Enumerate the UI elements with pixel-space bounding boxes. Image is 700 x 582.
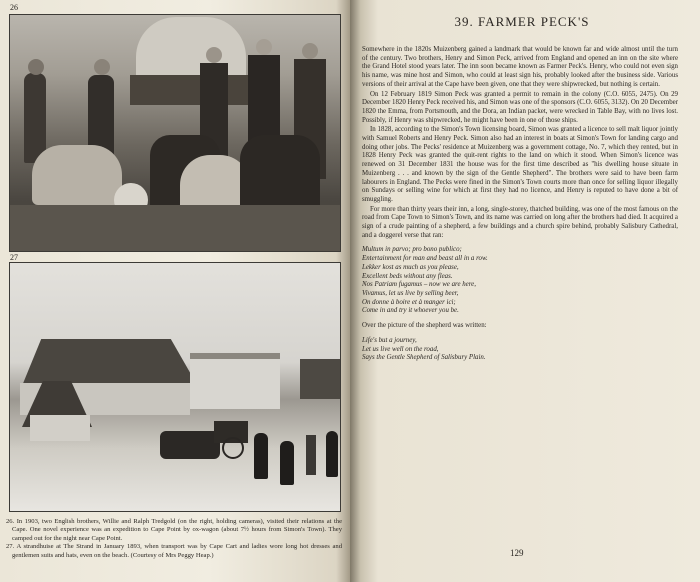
figure-lady-1 [254, 433, 268, 479]
figure-number-27: 27 [10, 253, 18, 262]
caption-27: 27. A strandhuise at The Strand in January 1893, when transport was by Cape Cart and ladies wore long hot dresses and gentlemen suits and hats, even on the beach. (Courtesy of Mrs Peggy Heap.) [6, 543, 342, 559]
paragraph-4: For more than thirty years their inn, a long, single-storey, thatched building, was one of the most famous on the road from Cape Town to Simon's Town, and its name was carried on long after the brothers had died. It acquired a sign of a crude painting of a shepherd, a few buildings and a church spire behind, probably Salisbury Cathedral, and a doggerel verse that ran: [362, 205, 678, 239]
building-middle [190, 353, 280, 409]
wagon-body [130, 75, 250, 105]
seated-figure-white-dress [32, 145, 122, 205]
building-right [300, 359, 340, 399]
caption-26: 26. In 1903, two English brothers, Willie and Ralph Tredgold (on the right, holding cameras), visited their relations at the Cape. One novel experience was an expedition to Cape Point by ox-wagon (about 7½ hours from Simon's Town). They camped out for the night near Cape Point. [6, 518, 342, 542]
horses [160, 431, 220, 459]
photo-strandhuise [9, 262, 341, 512]
verse-line: Nos Patriam fugamus – now we are here, [362, 281, 476, 289]
figure-captions [6, 518, 342, 560]
figure-head-5 [302, 43, 318, 59]
verse-line: Let us live well on the road, [362, 345, 439, 353]
figure-head-3 [206, 47, 222, 63]
cart-wheel [222, 437, 244, 459]
ground [10, 205, 340, 251]
figure-gentleman [306, 435, 316, 475]
verse-line: Excellent beds without any fleas. [362, 272, 453, 280]
figure-head-1 [28, 59, 44, 75]
verse-line: Entertainment for man and beast all in a row. [362, 255, 488, 263]
chapter-title: 39. FARMER PECK'S [454, 14, 590, 29]
paragraph-1: Somewhere in the 1820s Muizenberg gained a landmark that would be known far and wide almost until the turn of the century. Two brothers, Henry and Simon Peck, arrived from England and opened an inn on the site where the Grand Hotel stood years later. The inn soon became known as Farmer Peck's. Henry, who could not even sign his name, was mine host and Simon, who could at least sign his, probably looked after the business side. Various versions of their arrival at the Cape have been given, one that they were shipwrecked, but nothing is certain. [362, 46, 678, 88]
figure-standing-1 [24, 73, 46, 163]
figure-head-4 [256, 39, 272, 55]
verse-shepherd [362, 337, 678, 363]
page-number-left: 26 [10, 3, 18, 12]
page-number-right: 129 [510, 548, 524, 558]
verse-line: Come in and try it whoever you be. [362, 307, 459, 315]
paragraph-3: In 1828, according to the Simon's Town licensing board, Simon was granted a licence to sell malt liquor jointly with Samuel Roberts and Henry Peck. Simon also had an interest in boats at Simon's Town for landing cargo and doing other jobs. The Pecks' residence at Muizenberg was a government cottage, No. 7, which they rented, but in 1828 Henry Peck was granted the quit-rent rights to the land on which it stood. When Simon's licence was renewed on 31 December 1831 the house was for the first time described as "his dwelling house situate in Muizenberg . . . and known by the sign of the Gentle Shepherd". The brothers were said to have been farm labourers in England. The Pecks were fined in the Simon's Town courts more than once for selling liquor illegally on Sundays or selling wine for which at first they had no licence, and Henry is reputed to have done a bit of smuggling. [362, 126, 678, 203]
verse-line: Multum in parvo; pro bono publico; [362, 246, 462, 254]
photo-ox-wagon-camp [9, 14, 341, 252]
chapter-body [362, 46, 678, 369]
figure-lady-3 [326, 431, 338, 477]
verse-line: Vivamus, let us live by selling beer, [362, 289, 459, 297]
figure-lady-2 [280, 441, 294, 485]
verse-line: Lekker kost as much as you please, [362, 263, 459, 271]
paragraph-2: On 12 February 1819 Simon Peck was granted a permit to remain in the colony (C.O. 6055, 2475). On 29 December 1820 Henry Peck received his, and Simon was one of the sponsors (C.O. 6055, 3132). On 20 December 1820 the Emma, from Portsmouth, and the Dora, an Indian packet, were wrecked in Table Bay, with no lives lost. Possibly, if Henry was shipwrecked, he might have been in one of those ships. [362, 90, 678, 124]
figure-head-2 [94, 59, 110, 75]
small-cottage-wall [30, 415, 90, 441]
thatched-roof-main [16, 339, 196, 383]
verse-sign [362, 246, 678, 316]
verse-line: Says the Gentle Shepherd of Salisbury Plain. [362, 354, 486, 362]
interlude-text: Over the picture of the shepherd was written: [362, 322, 487, 330]
verse-line: Life's but a journey, [362, 336, 417, 344]
verse-line: On donne à boire et à manger ici; [362, 298, 456, 306]
